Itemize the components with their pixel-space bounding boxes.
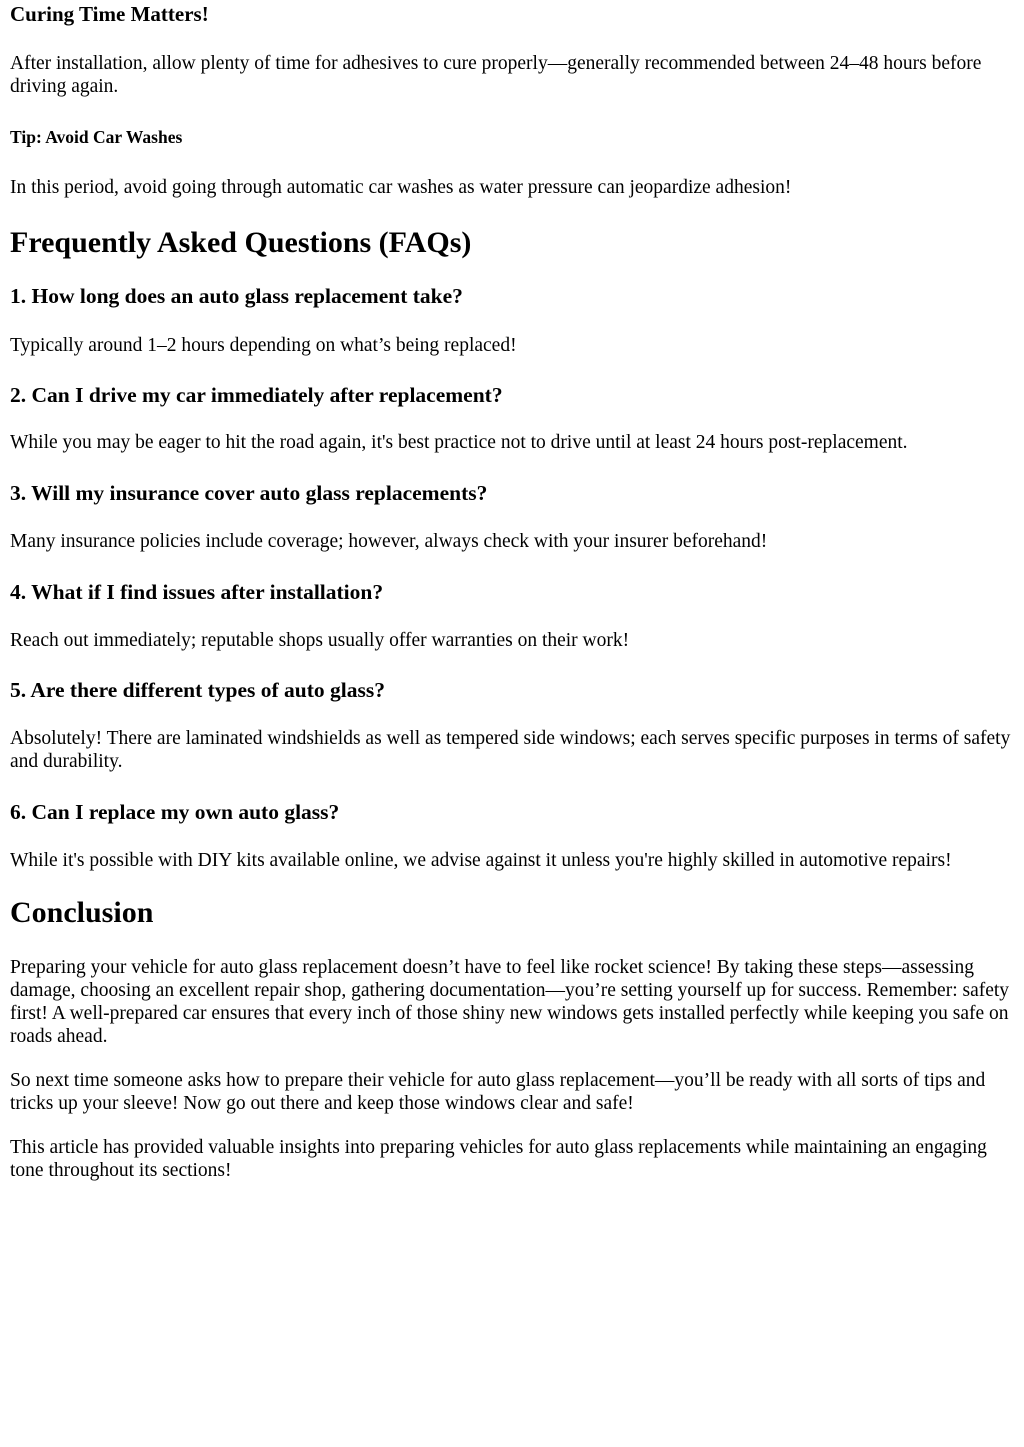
faq-answer: Many insurance policies include coverage; however, always check with your insurer beforehand!: [10, 531, 768, 552]
conclusion-paragraph: Preparing your vehicle for auto glass replacement doesn’t have to feel like rocket science! By taking these steps—assessing damage, choosing an excellent repair shop, gathering documentation—you’re setting yourself up for success. Remember: safety first! A well-prepared car ensures that every inch of those shiny new windows gets installed perfectly while keeping you safe on roads ahead.: [10, 957, 1010, 1047]
faq-question: 1. How long does an auto glass replacement take?: [10, 284, 463, 308]
faq-question: 2. Can I drive my car immediately after replacement?: [10, 383, 503, 407]
faq-question: 6. Can I replace my own auto glass?: [10, 800, 340, 824]
faq-question: 5. Are there different types of auto glass?: [10, 678, 386, 702]
faq-question: 4. What if I find issues after installation?: [10, 580, 384, 604]
curing-heading: Curing Time Matters!: [10, 2, 209, 26]
faq-question: 3. Will my insurance cover auto glass replacements?: [10, 481, 488, 505]
conclusion-paragraph: So next time someone asks how to prepare their vehicle for auto glass replacement—you’ll be ready with all sorts of tips and tricks up your sleeve! Now go out there and keep those windows clear and safe!: [10, 1070, 986, 1114]
faq-answer: While you may be eager to hit the road again, it's best practice not to drive until at least 24 hours post-replacement.: [10, 432, 908, 453]
faq-answer: While it's possible with DIY kits available online, we advise against it unless you're highly skilled in automotive repairs!: [10, 850, 952, 871]
curing-paragraph: After installation, allow plenty of time for adhesives to cure properly—generally recommended between 24–48 hours before driving again.: [10, 53, 982, 97]
tip-paragraph: In this period, avoid going through automatic car washes as water pressure can jeopardize adhesion!: [10, 177, 792, 198]
conclusion-heading: Conclusion: [10, 896, 154, 929]
conclusion-paragraph: This article has provided valuable insights into preparing vehicles for auto glass replacements while maintaining an engaging tone throughout its sections!: [10, 1137, 987, 1181]
tip-heading: Tip: Avoid Car Washes: [10, 127, 183, 147]
faq-answer: Reach out immediately; reputable shops usually offer warranties on their work!: [10, 630, 630, 651]
faq-answer: Absolutely! There are laminated windshields as well as tempered side windows; each serves specific purposes in terms of safety and durability.: [10, 728, 1011, 772]
article-page: [0, 1, 1024, 1182]
faq-answer: Typically around 1–2 hours depending on what’s being replaced!: [10, 335, 517, 356]
faq-heading: Frequently Asked Questions (FAQs): [10, 226, 472, 259]
